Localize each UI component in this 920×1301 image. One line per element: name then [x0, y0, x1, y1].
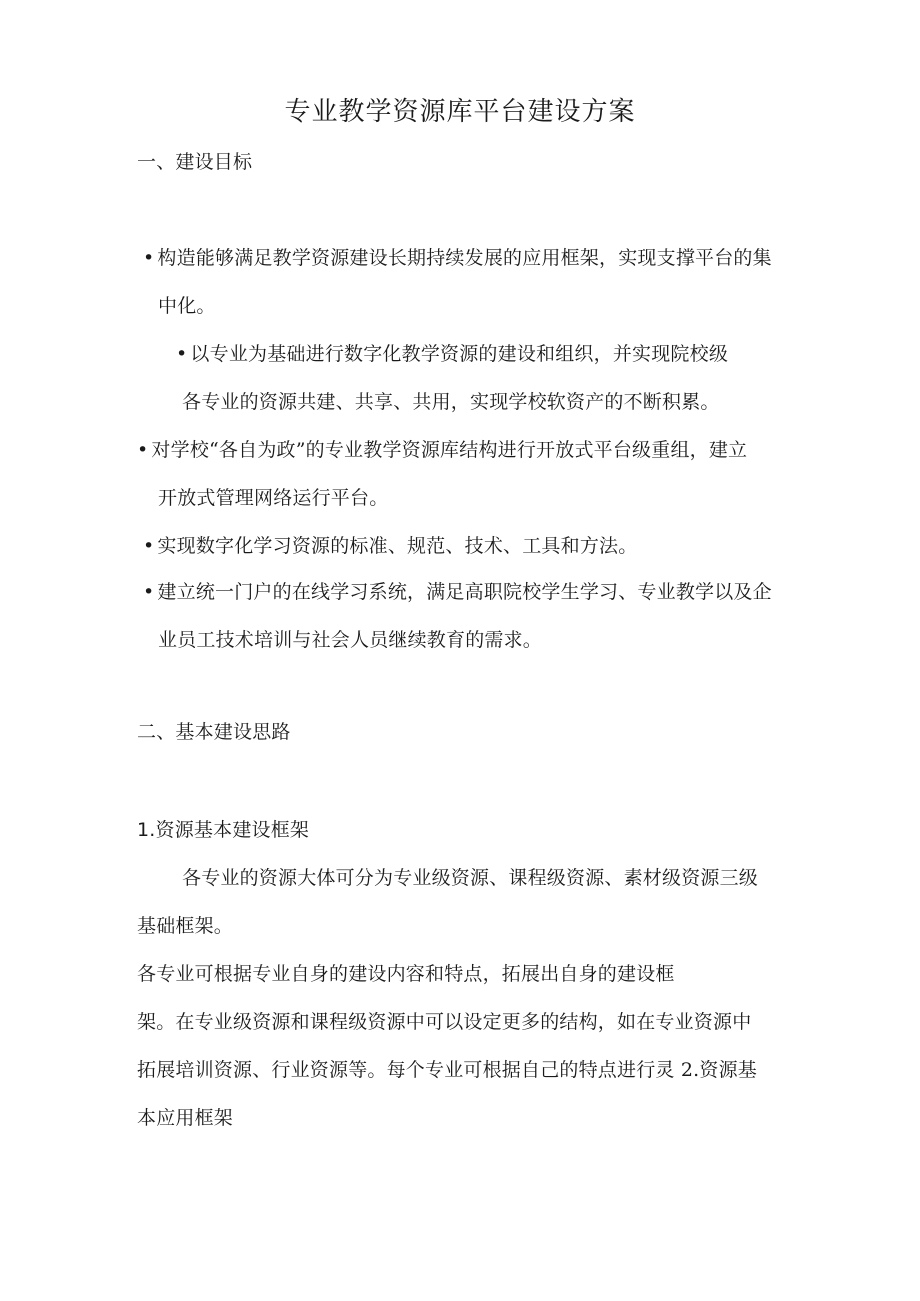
paragraph-line-5: 拓展培训资源、行业资源等。每个专业可根据自己的特点进行灵 2.资源基	[137, 1059, 757, 1081]
subsection-heading-framework: 1.资源基本建设框架	[137, 819, 310, 841]
paragraph-line-3: 各专业可根据专业自身的建设内容和特点，拓展出自身的建设框	[137, 963, 675, 985]
goal-item-1-line2: 中化。	[158, 295, 216, 317]
bullet-icon: •	[143, 535, 155, 557]
goal-item-2	[176, 342, 728, 366]
paragraph-line-1: 各专业的资源大体可分为专业级资源、课程级资源、素材级资源三级	[182, 867, 759, 889]
bullet-icon: •	[143, 247, 155, 269]
bullet-icon: •	[137, 439, 149, 461]
paragraph-line-6: 本应用框架	[137, 1107, 234, 1129]
goal-item-3-line1: 对学校“各自为政”的专业教学资源库结构进行开放式平台级重组，建立	[151, 439, 748, 461]
document-title: 专业教学资源库平台建设方案	[284, 97, 636, 127]
goal-item-2-line2: 各专业的资源共建、共享、共用，实现学校软资产的不断积累。	[182, 391, 720, 413]
goal-item-3-line2: 开放式管理网络运行平台。	[158, 487, 389, 509]
goal-item-4-line1: 实现数字化学习资源的标准、规范、技术、工具和方法。	[157, 535, 638, 557]
goal-item-5-line1: 建立统一门户的在线学习系统，满足高职院校学生学习、专业教学以及企	[157, 581, 772, 603]
paragraph-line-2: 基础框架。	[137, 915, 234, 937]
goal-item-1	[143, 246, 772, 270]
section-heading-goals: 一、建设目标	[137, 151, 253, 173]
goal-item-5-line2: 业员工技术培训与社会人员继续教育的需求。	[158, 629, 543, 651]
goal-item-4	[143, 534, 637, 558]
section-heading-approach: 二、基本建设思路	[137, 721, 291, 743]
goal-item-2-line1: 以专业为基础进行数字化教学资源的建设和组织，并实现院校级	[190, 343, 729, 365]
goal-item-1-line1: 构造能够满足教学资源建设长期持续发展的应用框架，实现支撑平台的集	[157, 247, 772, 269]
goal-item-5	[143, 580, 772, 604]
bullet-icon: •	[176, 343, 188, 365]
goal-item-3	[137, 438, 747, 462]
bullet-icon: •	[143, 581, 155, 603]
paragraph-line-4: 架。在专业级资源和课程级资源中可以设定更多的结构，如在专业资源中	[137, 1011, 752, 1033]
